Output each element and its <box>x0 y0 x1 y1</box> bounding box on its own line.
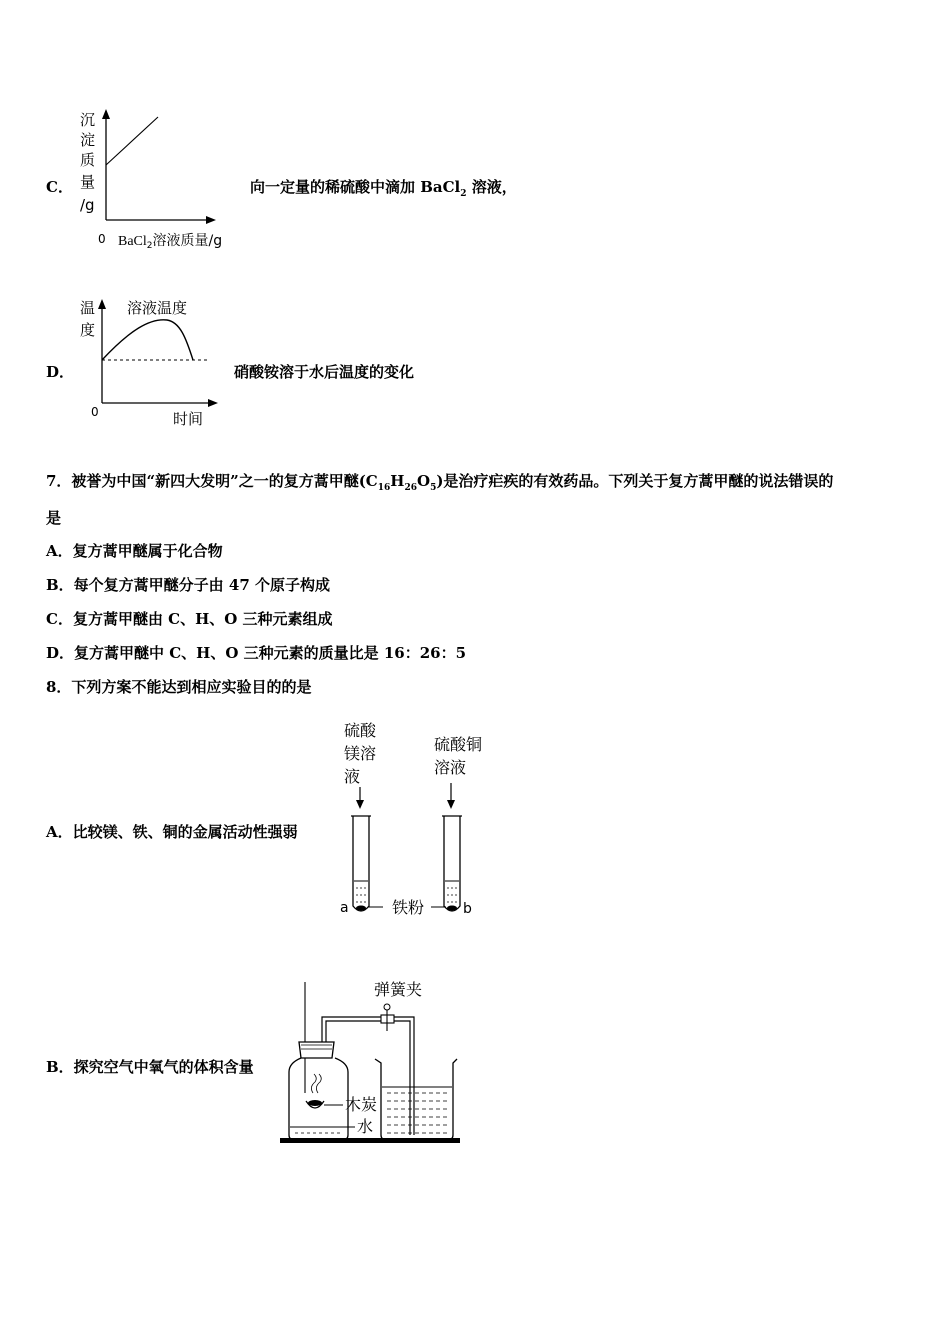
tube-a-reagent-line: 镁溶 <box>344 744 377 763</box>
beaker-water <box>387 1093 449 1133</box>
beaker <box>375 1059 457 1140</box>
y-axis-label <box>80 111 95 214</box>
y-label-char: 量 <box>80 173 96 191</box>
q6-option-c-description: 向一定量的稀硫酸中滴加 BaCl$_2$ 溶液， <box>250 178 517 199</box>
tube-b-reagent-line: 硫酸铜 <box>434 735 483 754</box>
q8-option-a-label: A．比较镁、铁、铜的金属活动性强弱 <box>46 823 298 841</box>
q8-option-b-figure <box>277 975 467 1145</box>
origin-label: 0 <box>98 232 106 246</box>
q6-option-d-description: 硝酸铵溶于水后温度的变化 <box>234 363 415 381</box>
origin-label: 0 <box>91 405 99 419</box>
y-label-char: 淀 <box>80 131 96 149</box>
q8-option-a-figure <box>335 715 505 925</box>
clamp-label: 弹簧夹 <box>374 980 423 999</box>
gas-jar <box>289 1058 348 1140</box>
y-label-char: 温 <box>80 299 96 317</box>
tube-b-reagent-line: 溶液 <box>434 758 467 777</box>
q6-option-d-letter: D． <box>46 363 75 381</box>
charcoal-label: 木炭 <box>345 1095 378 1114</box>
test-tube-a <box>351 816 371 911</box>
spring-clamp <box>381 1004 394 1031</box>
q7-option-b: B．每个复方蒿甲醚分子由 47 个原子构成 <box>46 576 330 594</box>
temperature-curve <box>102 320 193 360</box>
q7-stem: 7．被誉为中国“新四大发明”之一的复方蒿甲醚$(C_{16}H_{26}O_5)$是治疗疟疾的有效药品。下列关于复方蒿甲醚的说法错误的 <box>46 472 834 493</box>
q7-option-d: D．复方蒿甲醚中 C、H、O 三种元素的质量比是 16：26：5 <box>46 644 467 662</box>
q8-option-b-label: B．探究空气中氧气的体积含量 <box>46 1058 254 1076</box>
x-axis-arrow <box>206 216 216 224</box>
tube-b-letter: b <box>463 901 472 917</box>
arrow-down-icon <box>447 800 455 809</box>
tube-a-reagent-line: 硫酸 <box>344 721 377 740</box>
solid-label: 铁粉 <box>392 898 425 917</box>
q8-stem: 8．下列方案不能达到相应实验目的的是 <box>46 678 312 696</box>
arrow-down-icon <box>356 800 364 809</box>
tube-a-reagent-line: 液 <box>344 767 361 786</box>
y-label-char: 质 <box>80 151 96 169</box>
q6-option-c-graph <box>70 100 250 255</box>
q7-option-a: A．复方蒿甲醚属于化合物 <box>46 542 223 560</box>
y-label-char: 度 <box>80 321 96 339</box>
curve-label: 溶液温度 <box>127 299 188 317</box>
data-line <box>106 117 158 165</box>
q7-option-c: C．复方蒿甲醚由 C、H、O 三种元素组成 <box>46 610 333 628</box>
x-axis-label: BaCl$_2$溶液质量/g <box>118 233 223 251</box>
rubber-stopper <box>299 1042 334 1058</box>
y-axis-arrow <box>102 109 110 119</box>
combustion-spoon <box>306 1074 324 1108</box>
x-axis-arrow <box>208 399 218 407</box>
water-label: 水 <box>357 1117 374 1136</box>
test-tube-b <box>442 816 462 911</box>
q6-option-d-graph <box>75 290 235 435</box>
y-axis-arrow <box>98 299 106 309</box>
y-label-char: /g <box>80 196 95 214</box>
y-label-char: 沉 <box>80 111 96 129</box>
tube-a-letter: a <box>340 900 349 916</box>
q6-option-c-letter: C． <box>46 178 73 196</box>
x-axis-label: 时间 <box>173 410 204 428</box>
q7-stem-line-2: 是 <box>46 509 62 527</box>
